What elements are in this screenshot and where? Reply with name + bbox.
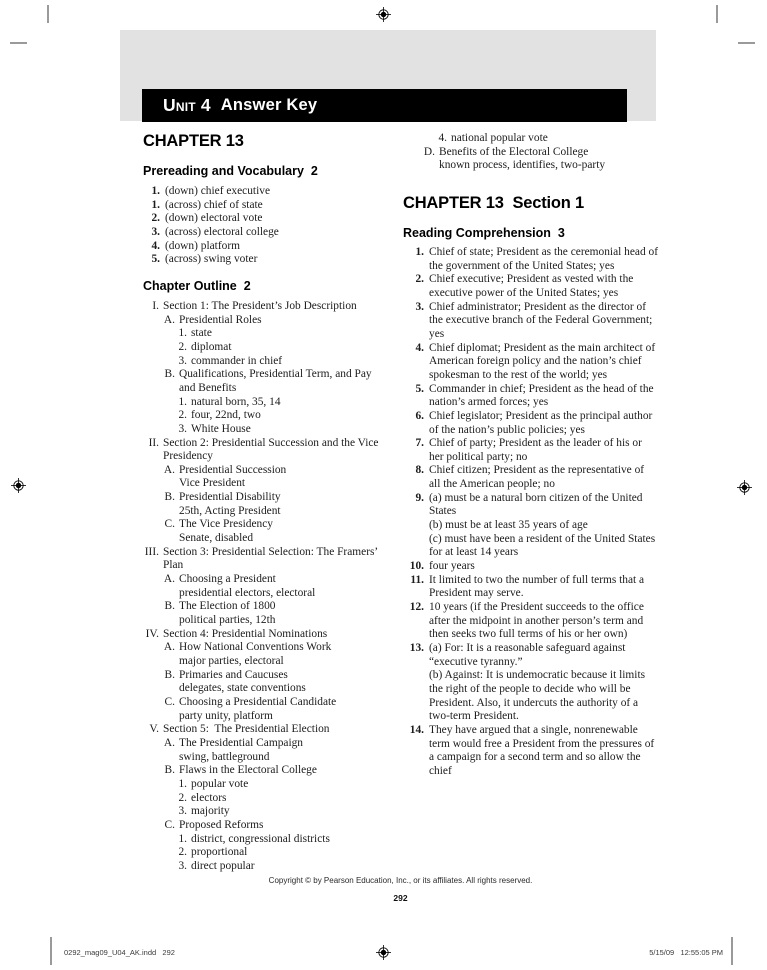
outline-marker: 1.	[178, 777, 187, 790]
item-line: Chief legislator; President as the principal author of the nation’s public policies; yes	[429, 409, 656, 436]
item-number: 5.	[415, 382, 424, 395]
item-text	[429, 410, 658, 437]
item-number: 3.	[415, 300, 424, 313]
answer-item	[403, 492, 658, 560]
outline-line	[143, 628, 390, 642]
outline-text: Benefits of the Electoral College	[439, 145, 589, 158]
outline-marker: B.	[164, 764, 175, 777]
outline-line	[143, 860, 390, 874]
item-text	[429, 301, 658, 342]
outline-marker: D.	[423, 145, 435, 158]
answer-item	[403, 301, 658, 342]
item-text	[429, 383, 658, 410]
outline-marker	[161, 682, 175, 696]
right-column	[403, 132, 661, 874]
outline-line	[143, 546, 390, 573]
outline-text: 25th, Acting President	[179, 504, 281, 517]
answer-item	[403, 601, 658, 642]
item-line: (b) Against: It is undemocratic because it limits the right of the people to decide who will be President. Also, it undercuts the authority of a two-term President.	[429, 669, 648, 723]
outline-marker: B.	[164, 668, 175, 681]
item-line: four years	[429, 560, 475, 573]
outline-marker	[161, 532, 175, 546]
outline-marker	[161, 477, 175, 491]
item-line: (c) must have been a resident of the United States for at least 14 years	[429, 532, 659, 559]
answer-item	[403, 245, 661, 273]
answer-item	[403, 574, 658, 601]
item-line: (a) must be a natural born citizen of the United States	[429, 491, 646, 518]
reading-comprehension-list	[403, 245, 661, 779]
outline-text: Choosing a President	[179, 573, 276, 586]
item-number: 4.	[415, 341, 424, 354]
outline-text: state	[191, 327, 212, 340]
answer-item	[403, 342, 658, 383]
outline-line	[143, 669, 390, 683]
outline-text: Section 3: Presidential Selection: The Framers’ Plan	[163, 545, 381, 572]
outline-marker: 2.	[178, 409, 187, 422]
outline-line	[143, 682, 390, 696]
outline-text: commander in chief	[191, 354, 283, 367]
crop-mark	[10, 42, 27, 44]
outline-marker: B.	[164, 600, 175, 613]
outline-line	[143, 833, 390, 847]
outline-line	[143, 437, 390, 464]
outline-marker: 2.	[178, 791, 187, 804]
outline-marker: 3.	[178, 859, 187, 872]
outline-text: Primaries and Caucuses	[179, 668, 288, 681]
outline-line	[143, 341, 390, 355]
outline-text: Choosing a Presidential Candidate	[179, 695, 337, 708]
item-line: Chief executive; President as vested with the executive power of the United States; yes	[429, 273, 637, 299]
outline-marker: A.	[163, 641, 175, 654]
outline-marker: C.	[164, 818, 175, 831]
outline-text: Proposed Reforms	[179, 818, 264, 831]
answer-item	[403, 437, 658, 464]
outline-marker	[161, 587, 175, 601]
outline-text: diplomat	[191, 340, 232, 353]
item-number: 1.	[415, 245, 424, 258]
answer-item	[403, 273, 658, 300]
outline-text: known process, identifies, two-party	[439, 159, 606, 172]
outline-line	[143, 614, 390, 628]
outline-line	[143, 723, 390, 737]
outline-line	[403, 146, 658, 160]
registration-mark-icon	[376, 945, 391, 960]
item-text: (down) chief executive	[165, 185, 270, 197]
outline-text: Section 5: The Presidential Election	[163, 723, 330, 736]
outline-marker	[161, 751, 175, 765]
outline-line	[143, 696, 390, 710]
item-line: Chief administrator; President as the director of the executive branch of the Federal Government; yes	[429, 300, 656, 340]
outline-line	[403, 159, 658, 173]
outline-line	[143, 655, 390, 669]
outline-line	[143, 710, 390, 724]
outline-line	[143, 573, 390, 587]
outline-text: How National Conventions Work	[179, 641, 332, 654]
outline-marker: 2.	[178, 846, 187, 859]
outline-line	[143, 764, 390, 778]
outline-line	[143, 314, 390, 328]
vocab-item	[143, 212, 390, 226]
item-text	[429, 724, 658, 779]
outline-marker: 2.	[178, 340, 187, 353]
outline-line	[143, 477, 390, 491]
outline-marker: C.	[164, 695, 175, 708]
outline-marker: 3.	[178, 354, 187, 367]
outline-line	[143, 423, 390, 437]
outline-marker: III.	[144, 545, 159, 558]
item-line: 10 years (if the President succeeds to the office after the midpoint in another person’s term and then seeks two full terms of his or her own)	[429, 601, 647, 641]
outline-line	[143, 751, 390, 765]
page-content	[143, 132, 661, 874]
vocab-heading: Prereading and Vocabulary 2	[143, 164, 318, 178]
outline-marker	[161, 614, 175, 628]
item-text	[429, 574, 658, 601]
vocab-item	[143, 199, 390, 213]
vocab-item	[143, 226, 390, 240]
item-line: Chief of party; President as the leader of his or her political party; no	[429, 437, 645, 463]
outline-line	[143, 409, 390, 423]
answer-item	[403, 410, 658, 437]
outline-text: The Vice Presidency	[179, 518, 273, 531]
outline-text: presidential electors, electoral	[179, 586, 316, 599]
vocab-list	[143, 185, 390, 267]
outline-text: Vice President	[179, 477, 246, 490]
outline-line	[143, 491, 390, 505]
item-text	[429, 464, 658, 491]
outline-text: Presidential Succession	[179, 463, 287, 476]
section-heading: CHAPTER 13 Section 1	[403, 193, 585, 212]
outline-marker: IV.	[145, 627, 159, 640]
outline-line	[143, 464, 390, 478]
outline-text: delegates, state conventions	[179, 682, 306, 695]
outline-line	[143, 327, 390, 341]
outline-continued-list	[403, 132, 658, 173]
outline-text: political parties, 12th	[179, 614, 276, 627]
item-line: (a) For: It is a reasonable safeguard against “executive tyranny.”	[429, 642, 629, 668]
outline-text: party unity, platform	[179, 709, 273, 722]
outline-text: majority	[191, 805, 230, 818]
item-number: 7.	[415, 437, 424, 450]
item-number: 1.	[151, 185, 160, 197]
crop-mark	[716, 5, 718, 23]
outline-text: popular vote	[191, 777, 249, 790]
copyright-line: Copyright © by Pearson Education, Inc., or its affiliates. All rights reserved.	[268, 876, 533, 885]
outline-marker	[161, 655, 175, 669]
outline-line	[143, 532, 390, 546]
unit-banner	[142, 89, 627, 122]
outline-text: district, congressional districts	[191, 832, 330, 845]
item-text: (across) electoral college	[165, 225, 279, 238]
item-number: 14.	[409, 723, 424, 736]
item-text	[429, 492, 658, 560]
item-text	[429, 642, 658, 724]
answer-item	[403, 560, 658, 574]
outline-text: electors	[191, 791, 227, 804]
reading-comprehension-heading: Reading Comprehension 3	[403, 225, 565, 240]
outline-marker: A.	[163, 463, 175, 476]
outline-line	[143, 518, 390, 532]
item-line: Chief diplomat; President as the main architect of American foreign policy and the nation’s chief spokesman to the rest of the world; yes	[429, 341, 658, 381]
item-text: (across) chief of state	[165, 198, 263, 211]
outline-marker: B.	[164, 491, 175, 504]
outline-line	[143, 600, 390, 614]
item-number: 4.	[151, 239, 160, 252]
answer-item	[403, 383, 658, 410]
item-number: 12.	[409, 601, 424, 614]
outline-line	[143, 792, 390, 806]
outline-text: Presidential Disability	[179, 491, 281, 504]
item-line: Chief citizen; President as the representative of all the American people; no	[429, 464, 647, 491]
outline-line	[143, 805, 390, 819]
outline-line	[143, 587, 390, 601]
vocab-item	[143, 240, 390, 254]
item-text	[429, 560, 658, 574]
item-text: (down) electoral vote	[165, 212, 263, 225]
outline-marker: 1.	[178, 327, 187, 340]
item-line: They have argued that a single, nonrenewable term would free a President from the pressures of a campaign for a second term and so allow the chief	[429, 723, 658, 777]
chapter-outline-list	[143, 300, 390, 874]
slug-filename: 0292_mag09_U04_AK.indd 292	[64, 948, 175, 957]
registration-mark-icon	[11, 478, 26, 493]
crop-mark	[47, 5, 49, 23]
item-number: 9.	[415, 491, 424, 504]
outline-text: natural born, 35, 14	[191, 395, 281, 408]
crop-mark	[50, 937, 52, 965]
outline-marker	[161, 505, 175, 519]
outline-text: Senate, disabled	[179, 532, 254, 545]
outline-line	[143, 368, 390, 395]
outline-text: Section 2: Presidential Succession and the Vice Presidency	[163, 436, 382, 463]
item-line: It limited to two the number of full terms that a President may serve.	[429, 573, 647, 600]
outline-marker: 4.	[438, 132, 447, 144]
item-text	[429, 601, 658, 642]
outline-marker: II.	[148, 436, 159, 449]
outline-marker: A.	[163, 313, 175, 326]
item-number: 6.	[415, 409, 424, 422]
outline-text: Section 4: Presidential Nominations	[163, 627, 328, 640]
outline-line	[143, 505, 390, 519]
registration-mark-icon	[376, 7, 391, 22]
item-number: 8.	[415, 464, 424, 477]
item-number: 10.	[409, 560, 424, 573]
item-text	[429, 245, 661, 273]
answer-item	[403, 464, 658, 491]
item-text: (across) swing voter	[165, 253, 258, 266]
item-line: Chief of state; President as the ceremonial head of the government of the United States; yes	[429, 245, 661, 272]
outline-line	[143, 300, 390, 314]
outline-marker: V.	[149, 723, 159, 736]
slug-datetime: 5/15/09 12:55:05 PM	[649, 948, 723, 957]
outline-line	[403, 132, 658, 146]
outline-text: Qualifications, Presidential Term, and Pay and Benefits	[179, 368, 375, 394]
page-number: 292	[393, 893, 408, 903]
item-text	[429, 342, 658, 383]
crop-mark	[731, 937, 733, 965]
item-text: (down) platform	[165, 239, 240, 252]
answer-item	[403, 724, 658, 779]
item-number: 2.	[151, 212, 160, 225]
registration-mark-icon	[737, 480, 752, 495]
outline-text: Section 1: The President’s Job Description	[163, 299, 357, 312]
outline-line	[143, 819, 390, 833]
item-number: 1.	[151, 198, 160, 211]
outline-line	[143, 778, 390, 792]
outline-text: The Presidential Campaign	[179, 736, 304, 749]
left-column	[143, 132, 390, 874]
outline-line	[143, 737, 390, 751]
outline-marker: I.	[152, 299, 159, 312]
outline-marker: 3.	[178, 422, 187, 435]
outline-text: direct popular	[191, 859, 255, 872]
outline-marker: B.	[164, 368, 175, 381]
outline-text: four, 22nd, two	[191, 409, 261, 422]
outline-text: swing, battleground	[179, 750, 270, 763]
item-text	[429, 437, 658, 464]
item-number: 13.	[409, 642, 424, 654]
outline-marker: 1.	[178, 395, 187, 408]
outline-marker: 3.	[178, 805, 187, 818]
vocab-item	[143, 185, 390, 199]
outline-marker: 1.	[178, 832, 187, 845]
outline-text: White House	[191, 422, 251, 435]
vocab-item	[143, 253, 390, 267]
outline-text: Flaws in the Electoral College	[179, 764, 317, 777]
item-line: Commander in chief; President as the head of the nation’s armed forces; yes	[429, 382, 657, 409]
outline-marker: A.	[163, 736, 175, 749]
outline-marker: A.	[163, 573, 175, 586]
answer-item	[403, 642, 658, 724]
item-text	[429, 273, 658, 300]
item-line: (b) must be at least 35 years of age	[429, 519, 588, 532]
item-number: 2.	[415, 273, 424, 286]
banner-unit-label: Unit 4	[163, 95, 211, 115]
item-number: 11.	[410, 573, 424, 586]
banner-title-label: Answer Key	[220, 96, 318, 114]
outline-heading: Chapter Outline 2	[143, 278, 251, 293]
outline-text: national popular vote	[451, 132, 548, 144]
outline-line	[143, 846, 390, 860]
crop-mark	[738, 42, 755, 44]
item-number: 5.	[151, 253, 160, 266]
item-number: 3.	[151, 225, 160, 238]
outline-line	[143, 355, 390, 369]
outline-marker	[421, 159, 435, 173]
outline-marker	[161, 710, 175, 724]
outline-marker: C.	[164, 518, 175, 531]
chapter-heading: CHAPTER 13	[143, 132, 244, 150]
outline-line	[143, 641, 390, 655]
outline-text: proportional	[191, 846, 248, 859]
outline-line	[143, 396, 390, 410]
outline-text: The Election of 1800	[179, 600, 276, 613]
outline-text: major parties, electoral	[179, 655, 284, 667]
outline-text: Presidential Roles	[179, 313, 262, 326]
